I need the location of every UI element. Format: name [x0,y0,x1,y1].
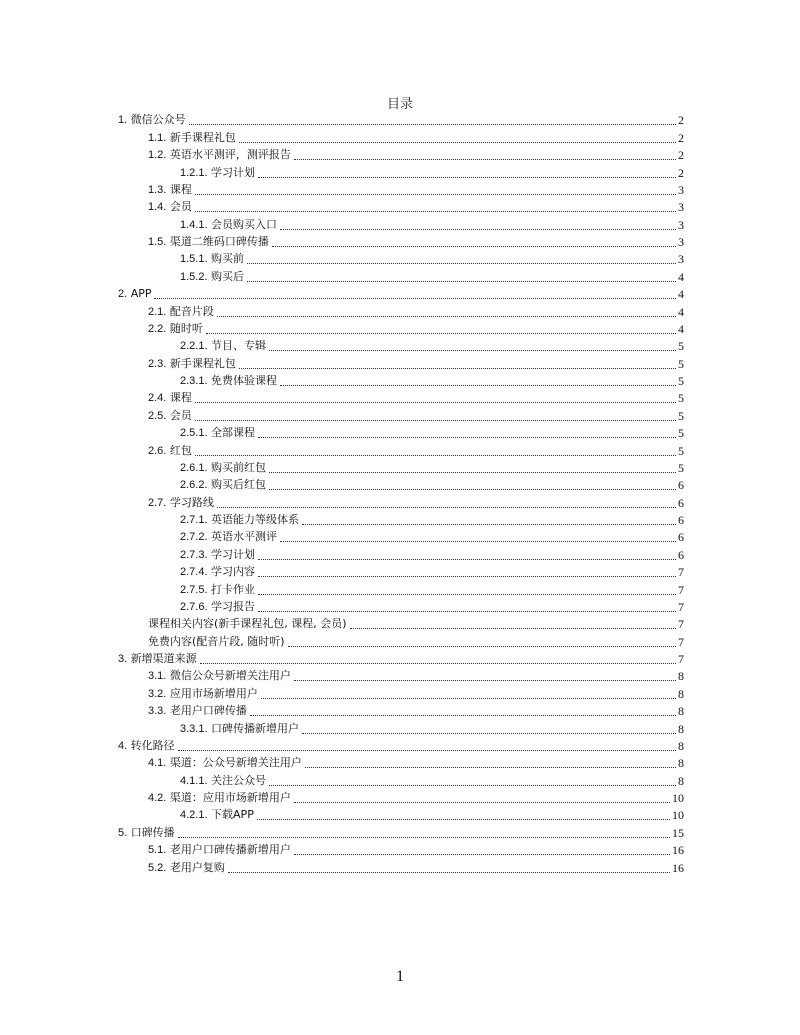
dot-leader [302,524,676,525]
toc-entry-number: 2.6.2. [180,479,208,492]
dot-leader [178,837,670,838]
toc-entry[interactable] [118,772,684,789]
dot-leader [189,124,676,125]
toc-entry-label [118,650,199,668]
toc-entry[interactable] [118,112,684,129]
toc-entry-number: 1.2. [148,149,167,162]
toc-entry-text: 红包 [169,443,192,457]
toc-entry-number: 1. [118,114,128,127]
toc-entry-page: 8 [678,721,684,736]
toc-entry-text: 新增渠道来源 [130,652,197,665]
toc-entry-text: 全部课程 [211,426,256,440]
toc-entry-text: 随时听 [169,321,203,335]
dot-leader [178,750,676,751]
toc-entry-page: 7 [678,582,684,597]
toc-entry-text: APP [130,287,152,301]
dot-leader [258,611,676,612]
toc-entry-label [118,737,177,755]
toc-entry-label [180,268,246,286]
toc-entry[interactable] [118,651,684,668]
dot-leader [294,854,670,855]
toc-entry-text: 新手课程礼包 [169,130,236,144]
toc-entry-text: 老用户口碑传播新增用户 [169,843,291,857]
toc-entry-page: 4 [678,269,684,284]
toc-entry-number: 1.1. [148,131,167,144]
toc-entry-page: 6 [678,478,684,493]
dot-leader [217,507,676,508]
toc-entry[interactable] [118,129,684,146]
toc-entry[interactable] [118,182,684,199]
toc-entry-page: 16 [672,860,684,875]
dot-leader [294,802,670,803]
toc-entry-page: 10 [672,791,684,805]
page-number: 1 [396,968,404,985]
toc-entry-text: 购买后红包 [211,478,267,492]
toc-entry-number: 2.6.1. [180,461,208,474]
toc-entry-number: 2.7.1. [180,514,208,526]
dot-leader [269,472,676,473]
toc-entry[interactable] [118,234,684,251]
toc-entry-label [180,720,301,738]
dot-leader [272,246,676,247]
toc-entry-number: 4.1. [148,757,167,770]
toc-entry-number: 1.3. [148,183,167,196]
toc-entry-number: 4.2.1. [180,809,208,822]
dot-leader [257,819,670,820]
toc-entry-number: 3. [118,653,128,665]
toc-entry-page: 5 [678,460,684,475]
toc-entry-label [148,667,293,685]
dot-leader [247,281,676,282]
toc-entry-page: 7 [678,652,684,666]
toc-entry[interactable] [118,668,684,685]
toc-entry[interactable] [118,321,684,338]
dot-leader [250,715,676,716]
toc-entry-number: 1.5.1. [180,253,208,266]
toc-entry-page: 3 [678,182,684,197]
toc-entry-text: 免费体验课程 [211,374,278,387]
toc-entry-page: 5 [678,408,684,423]
toc-entry-text: 老用户口碑传播 [169,704,247,718]
toc-entry-page: 3 [678,235,684,249]
toc-entry-page: 7 [678,599,684,614]
toc-entry-text: 下载APP [211,808,254,822]
dot-leader [154,298,676,299]
toc-entry-label [148,841,293,859]
toc-entry[interactable] [118,633,684,650]
toc-entry[interactable] [118,512,684,529]
toc-entry-number: 2.7.6. [180,600,208,613]
dot-leader [247,263,676,264]
toc-entry[interactable] [118,390,684,407]
toc-entry-number: 2.5.1. [180,427,208,440]
dot-leader [195,420,676,421]
toc-entry[interactable] [118,790,684,807]
toc-entry-text: 口碑传播新增用户 [211,721,300,735]
toc-entry-number: 3.3.1. [180,722,208,735]
toc-entry-label [180,250,246,268]
toc-entry-text: 购买后 [211,269,245,283]
toc-entry-text: 学习计划 [211,547,256,561]
toc-entry-page: 5 [678,426,684,441]
toc-entry-page: 6 [678,547,684,562]
toc-entry[interactable] [118,425,684,442]
toc-entry[interactable] [118,599,684,616]
toc-entry-label [180,772,268,790]
toc-entry[interactable] [118,546,684,563]
toc-entry-page: 8 [678,686,684,701]
toc-entry-label [180,216,279,234]
toc-entry[interactable] [118,251,684,268]
toc-entry-page: 5 [678,356,684,371]
toc-entry[interactable] [118,338,684,355]
toc-entry-page: 15 [672,825,684,840]
toc-entry-page: 5 [678,339,684,354]
toc-entry-page: 2 [678,165,684,180]
toc-entry-text: 购买前红包 [211,460,267,474]
toc-entry-number: 2.6. [148,444,167,457]
toc-entry-page: 6 [678,530,684,545]
toc-entry-number: 1.2.1. [180,166,208,179]
dot-leader [269,785,676,786]
toc-entry-number: 2. [118,288,128,301]
dot-leader [269,489,676,490]
toc-entry[interactable] [118,703,684,720]
table-of-contents [118,112,684,877]
toc-entry[interactable] [118,685,684,702]
toc-entry[interactable] [118,199,684,216]
toc-entry[interactable] [118,442,684,459]
dot-leader [228,872,670,873]
toc-entry-page: 5 [678,443,684,458]
toc-entry-label [148,615,349,633]
toc-entry[interactable] [118,494,684,511]
toc-entry-number: 2.7.4. [180,566,208,579]
toc-entry-text: 会员购买入口 [211,217,278,231]
toc-entry-number: 5. [118,826,128,839]
toc-entry-text: 渠道二维码口碑传播 [169,235,269,248]
toc-entry-label [180,337,268,355]
toc-entry-text: 关注公众号 [211,773,267,787]
toc-entry-page: 5 [678,374,684,388]
toc-entry-label [148,789,293,807]
toc-entry-text: 新手课程礼包 [169,356,236,370]
toc-entry-page: 8 [678,773,684,788]
dot-leader [239,142,676,143]
toc-entry-label [180,511,301,529]
toc-entry-text: 购买前 [211,252,245,266]
toc-entry-label [148,389,194,407]
toc-entry-page: 8 [678,704,684,719]
toc-entry-number: 2.2.1. [180,340,208,353]
dot-leader [302,733,676,734]
toc-entry-label [148,633,287,651]
toc-entry[interactable] [118,303,684,320]
dot-leader [258,559,676,560]
toc-entry-label [180,563,257,581]
toc-entry-page: 2 [678,130,684,145]
toc-entry-text: 英语水平测评，测评报告 [169,148,291,162]
toc-entry[interactable] [118,859,684,876]
dot-leader [269,350,676,351]
toc-entry-label [180,424,257,442]
toc-entry-text: 打卡作业 [211,582,256,596]
toc-entry-page: 8 [678,738,684,753]
toc-entry-text: 配音片段 [169,304,214,318]
toc-entry[interactable] [118,460,684,477]
toc-entry-page: 4 [678,304,684,319]
toc-entry[interactable] [118,373,684,390]
toc-entry-page: 16 [672,843,684,858]
toc-entry[interactable] [118,164,684,181]
toc-entry[interactable] [118,564,684,581]
toc-entry-text: 学习报告 [211,599,256,613]
toc-entry-label [180,476,268,494]
toc-entry-number: 2.7.5. [180,583,208,596]
toc-entry-number: 5.1. [148,844,167,857]
toc-entry-label [148,233,271,251]
toc-entry-label [118,111,188,129]
toc-entry-number: 1.5.2. [180,270,208,283]
dot-leader [195,194,676,195]
toc-entry-number: 2.7.2. [180,531,208,544]
toc-entry-label [148,754,304,772]
toc-entry-page: 10 [672,808,684,823]
toc-entry-page: 4 [678,287,684,302]
toc-entry-text: 转化路径 [130,738,175,752]
toc-entry[interactable] [118,616,684,633]
toc-entry-text: 会员 [169,200,192,214]
toc-entry-number: 4.1.1. [180,774,208,787]
toc-entry-page: 3 [678,200,684,215]
toc-entry-text: 渠道：公众号新增关注用户 [169,756,302,770]
toc-entry-label [118,824,177,842]
toc-entry-page: 6 [678,513,684,527]
toc-entry[interactable] [118,738,684,755]
toc-entry-page: 8 [678,756,684,771]
toc-entry[interactable] [118,407,684,424]
toc-entry-text: 渠道：应用市场新增用户 [169,791,291,804]
toc-entry-text: 学习计划 [211,165,256,179]
toc-entry-page: 7 [678,565,684,580]
toc-entry-label [180,528,279,546]
toc-entry-label [148,685,260,703]
toc-entry[interactable] [118,147,684,164]
toc-entry-text: 会员 [169,408,192,422]
toc-entry[interactable] [118,842,684,859]
toc-entry-label [148,859,227,877]
toc-entry-number: 3.1. [148,670,167,683]
toc-entry-label [118,285,153,303]
toc-entry-label [180,546,257,564]
dot-leader [206,333,676,334]
toc-entry-label [148,181,194,199]
toc-entry-page: 6 [678,495,684,510]
dot-leader [280,229,676,230]
dot-leader [350,628,676,629]
toc-entry-text: 口碑传播 [130,825,175,839]
dot-leader [258,437,676,438]
toc-entry-label [148,129,238,147]
toc-entry-label [148,303,216,321]
toc-entry-number: 2.7.3. [180,548,208,561]
toc-entry-number: 2.5. [148,409,167,422]
dot-leader [239,368,676,369]
toc-entry-text: 英语水平测评 [211,530,278,544]
toc-entry-label [148,702,249,720]
dot-leader [280,541,676,542]
toc-entry-page: 4 [678,321,684,336]
toc-entry-number: 1.4. [148,201,167,214]
toc-entry-number: 2.4. [148,392,167,405]
toc-entry-page: 2 [678,113,684,128]
toc-entry-label [148,407,194,425]
toc-entry-label [148,442,194,460]
dot-leader [217,316,676,317]
toc-entry-number: 2.1. [148,305,167,318]
toc-entry-number: 1.4.1. [180,218,208,231]
dot-leader [258,177,676,178]
toc-entry-text: 课程 [169,182,192,196]
dot-leader [195,211,676,212]
toc-entry-label [148,146,293,164]
toc-entry-text: 节目、专辑 [211,339,267,353]
toc-entry-text: 课程 [169,391,192,405]
toc-title: 目录 [386,97,413,112]
toc-entry-number: 3.3. [148,705,167,718]
toc-entry-page: 7 [678,617,684,632]
toc-entry-page: 5 [678,391,684,406]
toc-entry-label [148,355,238,373]
toc-entry-text: 微信公众号新增关注用户 [169,669,291,683]
toc-entry[interactable] [118,216,684,233]
toc-entry-page: 7 [678,634,684,649]
toc-entry-number: 2.2. [148,322,167,335]
toc-entry-text: 应用市场新增用户 [169,686,258,700]
toc-entry[interactable] [118,355,684,372]
dot-leader [294,159,676,160]
toc-entry[interactable] [118,720,684,737]
toc-entry-label [148,198,194,216]
toc-entry-number: 3.2. [148,687,167,700]
toc-entry-label [180,598,257,616]
dot-leader [200,663,676,664]
toc-entry[interactable] [118,581,684,598]
toc-entry-page: 3 [678,252,684,267]
toc-entry-number: 2.3.1. [180,375,208,387]
dot-leader [305,767,676,768]
dot-leader [280,385,676,386]
toc-entry[interactable] [118,268,684,285]
toc-entry-text: 英语能力等级体系 [211,513,300,526]
toc-entry[interactable] [118,529,684,546]
toc-entry-text: 微信公众号 [130,113,186,127]
toc-entry-page: 3 [678,217,684,232]
toc-entry-label [180,806,256,824]
dot-leader [288,646,676,647]
dot-leader [258,576,676,577]
toc-entry-label [180,372,279,390]
toc-entry[interactable] [118,824,684,841]
dot-leader [195,402,676,403]
toc-entry-page: 8 [678,669,684,684]
toc-entry-text: 课程相关内容(新手课程礼包, 课程, 会员) [148,617,347,631]
toc-entry[interactable] [118,477,684,494]
toc-entry-number: 1.5. [148,236,167,248]
toc-entry[interactable] [118,286,684,303]
toc-entry-number: 4.2. [148,792,167,804]
toc-entry-number: 4. [118,739,128,752]
dot-leader [294,680,676,681]
toc-entry[interactable] [118,807,684,824]
toc-entry-number: 5.2. [148,861,167,874]
toc-entry-label [180,459,268,477]
toc-entry-label [148,494,216,512]
toc-entry-text: 老用户复购 [169,860,225,874]
toc-entry[interactable] [118,755,684,772]
toc-entry-text: 学习内容 [211,565,256,579]
dot-leader [258,594,676,595]
toc-entry-label [148,320,205,338]
dot-leader [261,698,676,699]
toc-entry-label [180,164,257,182]
toc-entry-number: 2.3. [148,357,167,370]
toc-entry-page: 2 [678,148,684,163]
toc-entry-number: 2.7. [148,496,167,509]
toc-entry-text: 学习路线 [169,495,214,509]
toc-entry-text: 免费内容(配音片段, 随时听) [148,634,285,648]
dot-leader [195,455,676,456]
toc-entry-label [180,581,257,599]
